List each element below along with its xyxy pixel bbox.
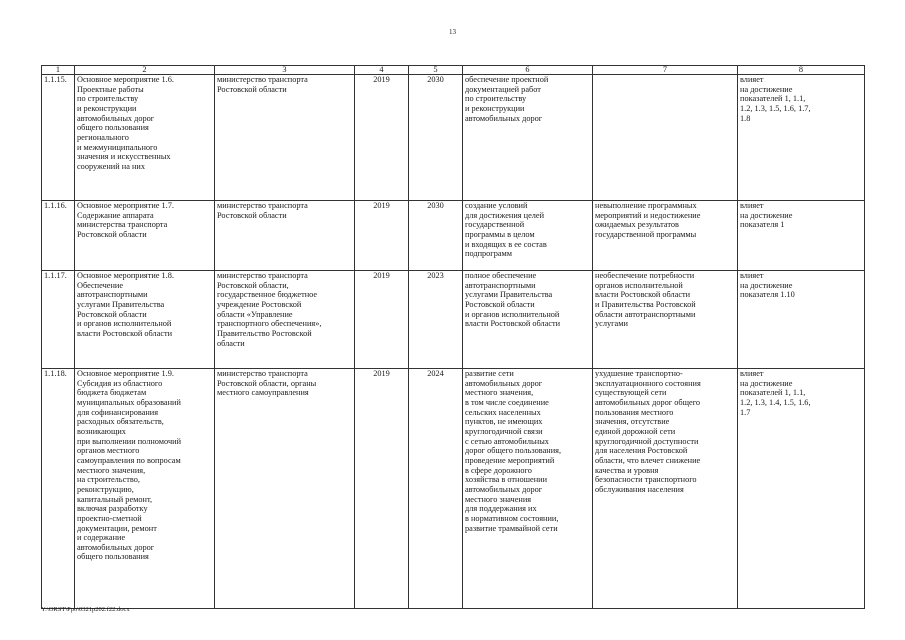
measure-name: Основное мероприятие 1.8. Обеспечение автотранспортными услугами Правительства Ростовской области и органов исполнительной власти Ростовской области <box>75 271 215 369</box>
executor: министерство транспорта Ростовской области, государственное бюджетное учреждение Ростовской области «Управление транспортного обеспечения», Правительство Ростовской области <box>215 271 355 369</box>
executor: министерство транспорта Ростовской области <box>215 75 355 201</box>
indicator-link: влияет на достижение показателей 1, 1.1, 1.2, 1.3, 1.5, 1.6, 1.7, 1.8 <box>738 75 865 201</box>
table-row <box>42 369 865 609</box>
row-number: 1.1.15. <box>42 75 75 201</box>
header-cell: 4 <box>355 66 409 75</box>
measure-name: Основное мероприятие 1.6. Проектные работы по строительству и реконструкции автомобильных дорог общего пользования регионального и межмуниципального значения и искусственных сооружений на них <box>75 75 215 201</box>
executor: министерство транспорта Ростовской области, органы местного самоуправления <box>215 369 355 609</box>
end-year: 2030 <box>409 201 463 271</box>
indicator-link: влияет на достижение показателя 1.10 <box>738 271 865 369</box>
start-year: 2019 <box>355 369 409 609</box>
end-year: 2030 <box>409 75 463 201</box>
measures-table <box>41 65 865 609</box>
expected-result: обеспечение проектной документацией работ по строительству и реконструкции автомобильных дорог <box>463 75 593 201</box>
row-number: 1.1.17. <box>42 271 75 369</box>
header-cell: 7 <box>593 66 738 75</box>
measure-name: Основное мероприятие 1.7. Содержание аппарата министерства транспорта Ростовской области <box>75 201 215 271</box>
end-year: 2023 <box>409 271 463 369</box>
indicator-link: влияет на достижение показателя 1 <box>738 201 865 271</box>
header-cell: 6 <box>463 66 593 75</box>
indicator-link: влияет на достижение показателей 1, 1.1, 1.2, 1.3, 1.4, 1.5, 1.6, 1.7 <box>738 369 865 609</box>
expected-result: создание условий для достижения целей государственной программы в целом и входящих в ее состав подпрограмм <box>463 201 593 271</box>
row-number: 1.1.16. <box>42 201 75 271</box>
non-implementation-consequences: невыполнение программных мероприятий и недостижение ожидаемых результатов государственной программы <box>593 201 738 271</box>
table-row <box>42 75 865 201</box>
row-number: 1.1.18. <box>42 369 75 609</box>
executor: министерство транспорта Ростовской области <box>215 201 355 271</box>
non-implementation-consequences: необеспечение потребности органов исполнительной власти Ростовской области и Правительства Ростовской области автотранспортными услугами <box>593 271 738 369</box>
start-year: 2019 <box>355 201 409 271</box>
non-implementation-consequences: ухудшение транспортно- эксплуатационного состояния существующей сети автомобильных дорог общего пользования местного значения, отсутствие единой дорожной сети круглогодичной доступности для населения Ростовской области, что влечет снижение качества и уровня безопасности транспортного обслуживания населения <box>593 369 738 609</box>
header-row <box>42 66 865 75</box>
header-cell: 5 <box>409 66 463 75</box>
end-year: 2024 <box>409 369 463 609</box>
file-path-footer: Y:\ORST\Ppo\0321p202.f22.docx <box>41 606 130 613</box>
header-cell: 8 <box>738 66 865 75</box>
header-cell: 2 <box>75 66 215 75</box>
non-implementation-consequences <box>593 75 738 201</box>
table-row <box>42 271 865 369</box>
start-year: 2019 <box>355 75 409 201</box>
header-cell: 1 <box>42 66 75 75</box>
page-number: 13 <box>449 28 456 36</box>
table-row <box>42 201 865 271</box>
start-year: 2019 <box>355 271 409 369</box>
measure-name: Основное мероприятие 1.9. Субсидия из областного бюджета бюджетам муниципальных образований для софинансирования расходных обязательств, возникающих при выполнении полномочий органов местного самоуправления по вопросам местного значения, на строительство, реконструкцию, капитальный ремонт, включая разработку проектно-сметной документации, ремонт и содержание автомобильных дорог общего пользования <box>75 369 215 609</box>
expected-result: полное обеспечение автотранспортными услугами Правительства Ростовской области и органов исполнительной власти Ростовской области <box>463 271 593 369</box>
expected-result: развитие сети автомобильных дорог местного значения, в том числе соединение сельских населенных пунктов, не имеющих круглогодичной связи с сетью автомобильных дорог общего пользования, проведение мероприятий в сфере дорожного хозяйства в отношении автомобильных дорог местного значения для поддержания их в нормативном состоянии, развитие трамвайной сети <box>463 369 593 609</box>
header-cell: 3 <box>215 66 355 75</box>
